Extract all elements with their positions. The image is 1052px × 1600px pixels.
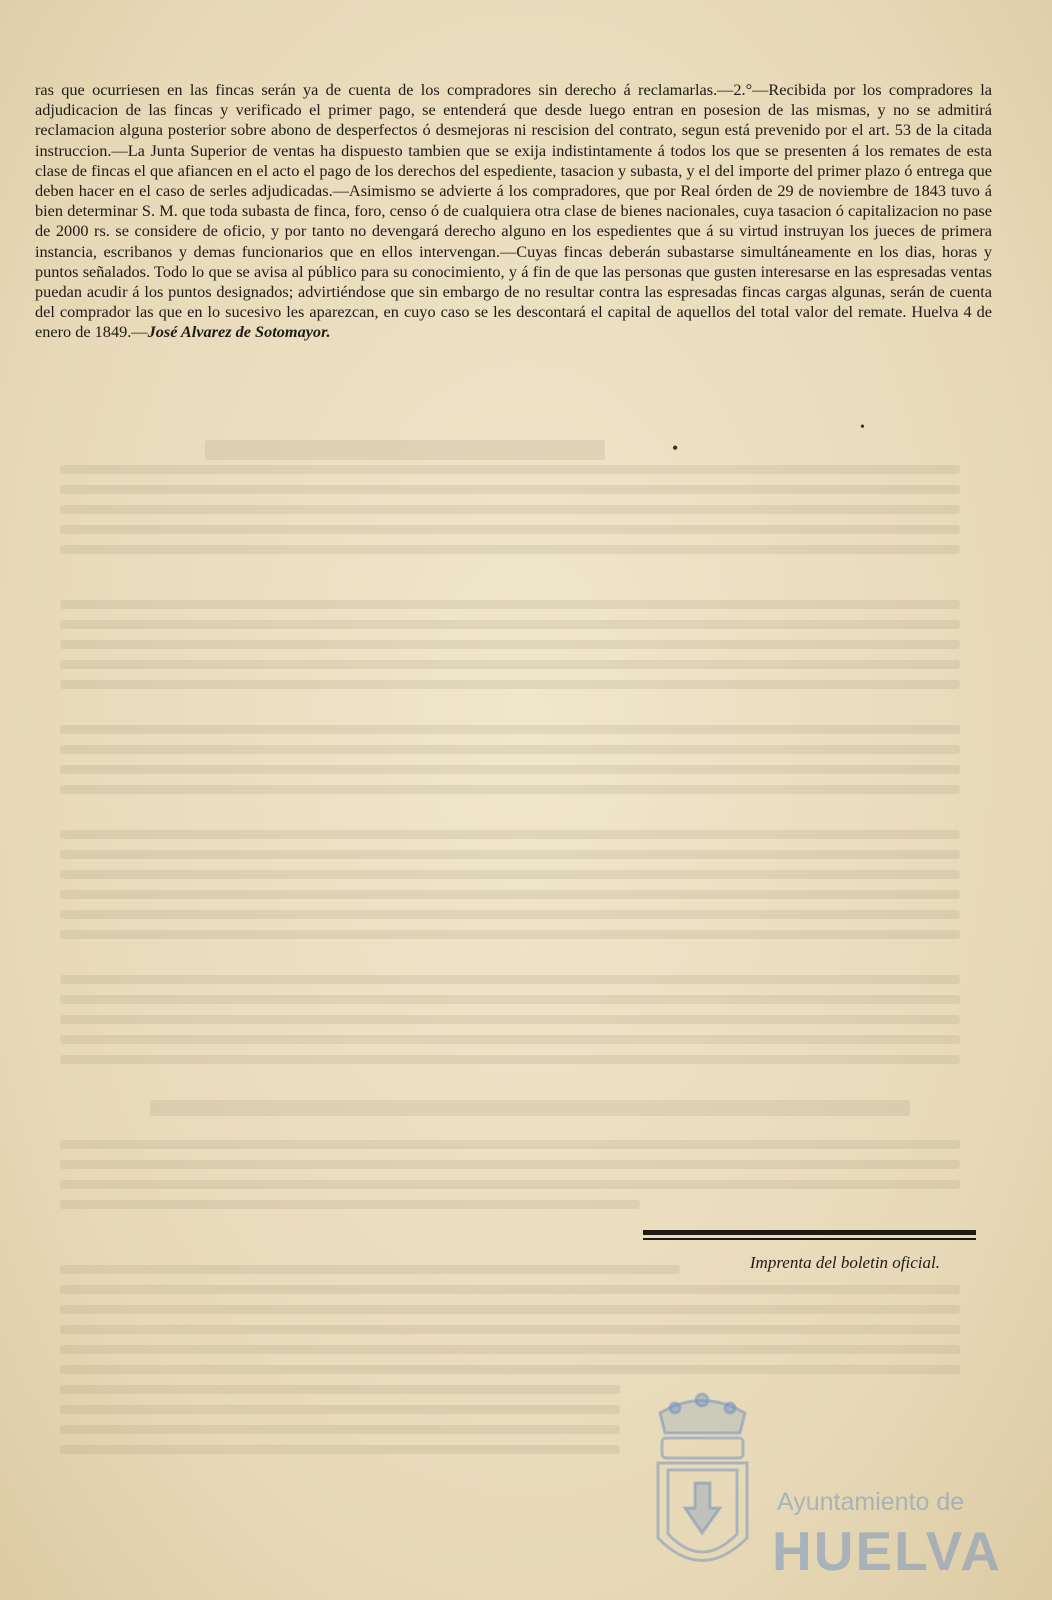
bleed-line: [60, 995, 960, 1004]
bleed-line: [60, 1180, 960, 1189]
watermark-line1: Ayuntamiento de: [777, 1488, 965, 1516]
bleed-line: [60, 1265, 680, 1274]
bleed-line: [60, 1365, 960, 1374]
rule-thick-line: [643, 1230, 976, 1235]
ink-speck: •: [672, 438, 679, 458]
bleed-line: [60, 1055, 960, 1064]
bleed-line: [60, 485, 960, 494]
bleed-line: [60, 1015, 960, 1024]
bleed-line: [60, 1425, 620, 1434]
bleed-line: [150, 1100, 910, 1116]
bleed-line: [60, 620, 960, 629]
bleed-line: [60, 870, 960, 879]
bleed-line: [60, 910, 960, 919]
bleed-line: [60, 545, 960, 554]
bleed-line: [60, 640, 960, 649]
signature: José Alvarez de Sotomayor.: [147, 322, 331, 342]
bleed-line: [60, 785, 960, 794]
bleed-line: [60, 975, 960, 984]
bleed-line: [60, 1325, 960, 1334]
bleed-line: [60, 850, 960, 859]
bleed-line: [60, 465, 960, 474]
bleed-line: [60, 1160, 960, 1169]
closing-rule: [643, 1230, 976, 1242]
bleed-line: [60, 1285, 960, 1294]
bleed-line: [60, 745, 960, 754]
bleed-line: [60, 890, 960, 899]
watermark-line2: HUELVA: [772, 1520, 1002, 1582]
bleed-line: [60, 600, 960, 609]
bleed-line: [60, 1385, 620, 1394]
notice-text: ras que ocurriesen en las fincas serán ya de cuenta de los compradores sin derecho á reclamarlas.—2.°—Recibida por los compradores la adjudicacion de las fincas y verificado el primer pago, se entenderá que desde luego entran en posesion de las mismas, y no se admitirá reclamacion alguna posterior sobre abono de desperfectos ó desmejoras ni rescision del contrato, segun está prevenido por el art. 53 de la citada instruccion.—La Junta Superior de ventas ha dispuesto tambien que se exija indistintamente á todos los que se presenten á los remates de esta clase de fincas el que afiancen en el acto el pago de los derechos del espediente, tasacion y subasta, y el del importe del primer plazo ó entrega que deben hacer en el caso de serles adjudicadas.—Asimismo se advierte á los compradores, que por Real órden de 29 de noviembre de 1843 tuvo á bien determinar S. M. que toda subasta de finca, foro, censo ó de cualquiera otra clase de bienes nacionales, cuya tasacion ó capitalizacion no pase de 2000 rs. se considere de oficio, y por tanto no devengará derecho alguno en los espedientes que á su virtud instruyan los jueces de primera instancia, escribanos y demas funcionarios que en ellos intervengan.—Cuyas fincas deberán subastarse simultáneamente en los dias, horas y puntos señalados. Todo lo que se avisa al público para su conocimiento, y á fin de que las personas que gusten interesarse en las espresadas ventas puedan acudir á los puntos designados; advirtiéndose que sin embargo de no resultar contra las espresadas fincas cargas algunas, serán de cuenta del comprador las que en lo sucesivo les aparezcan, en cuyo caso se les descontará el capital de aquellos del total valor del remate. Huelva 4 de enero de 1849.—: [35, 80, 992, 342]
bleed-line: [60, 765, 960, 774]
rule-thin-line: [643, 1238, 976, 1240]
bleed-line: [60, 830, 960, 839]
bleed-line: [60, 1305, 960, 1314]
ink-speck: •: [860, 420, 865, 435]
printer-imprint: Imprenta del boletin oficial.: [749, 1253, 940, 1272]
bleed-line: [60, 1035, 960, 1044]
archive-watermark: [640, 1388, 1040, 1588]
notice-paragraph: [35, 80, 992, 343]
bleed-line: [60, 1200, 640, 1209]
bleed-line: [205, 440, 605, 460]
bleed-line: [60, 725, 960, 734]
bleed-line: [60, 525, 960, 534]
bleed-line: [60, 680, 960, 689]
bleed-line: [60, 930, 960, 939]
bleed-line: [60, 1140, 960, 1149]
huelva-coat-of-arms-icon: [640, 1388, 765, 1588]
bleed-line: [60, 660, 960, 669]
bleed-line: [60, 1445, 620, 1454]
bleed-line: [60, 1345, 960, 1354]
bleed-line: [60, 505, 960, 514]
bleed-line: [60, 1405, 620, 1414]
